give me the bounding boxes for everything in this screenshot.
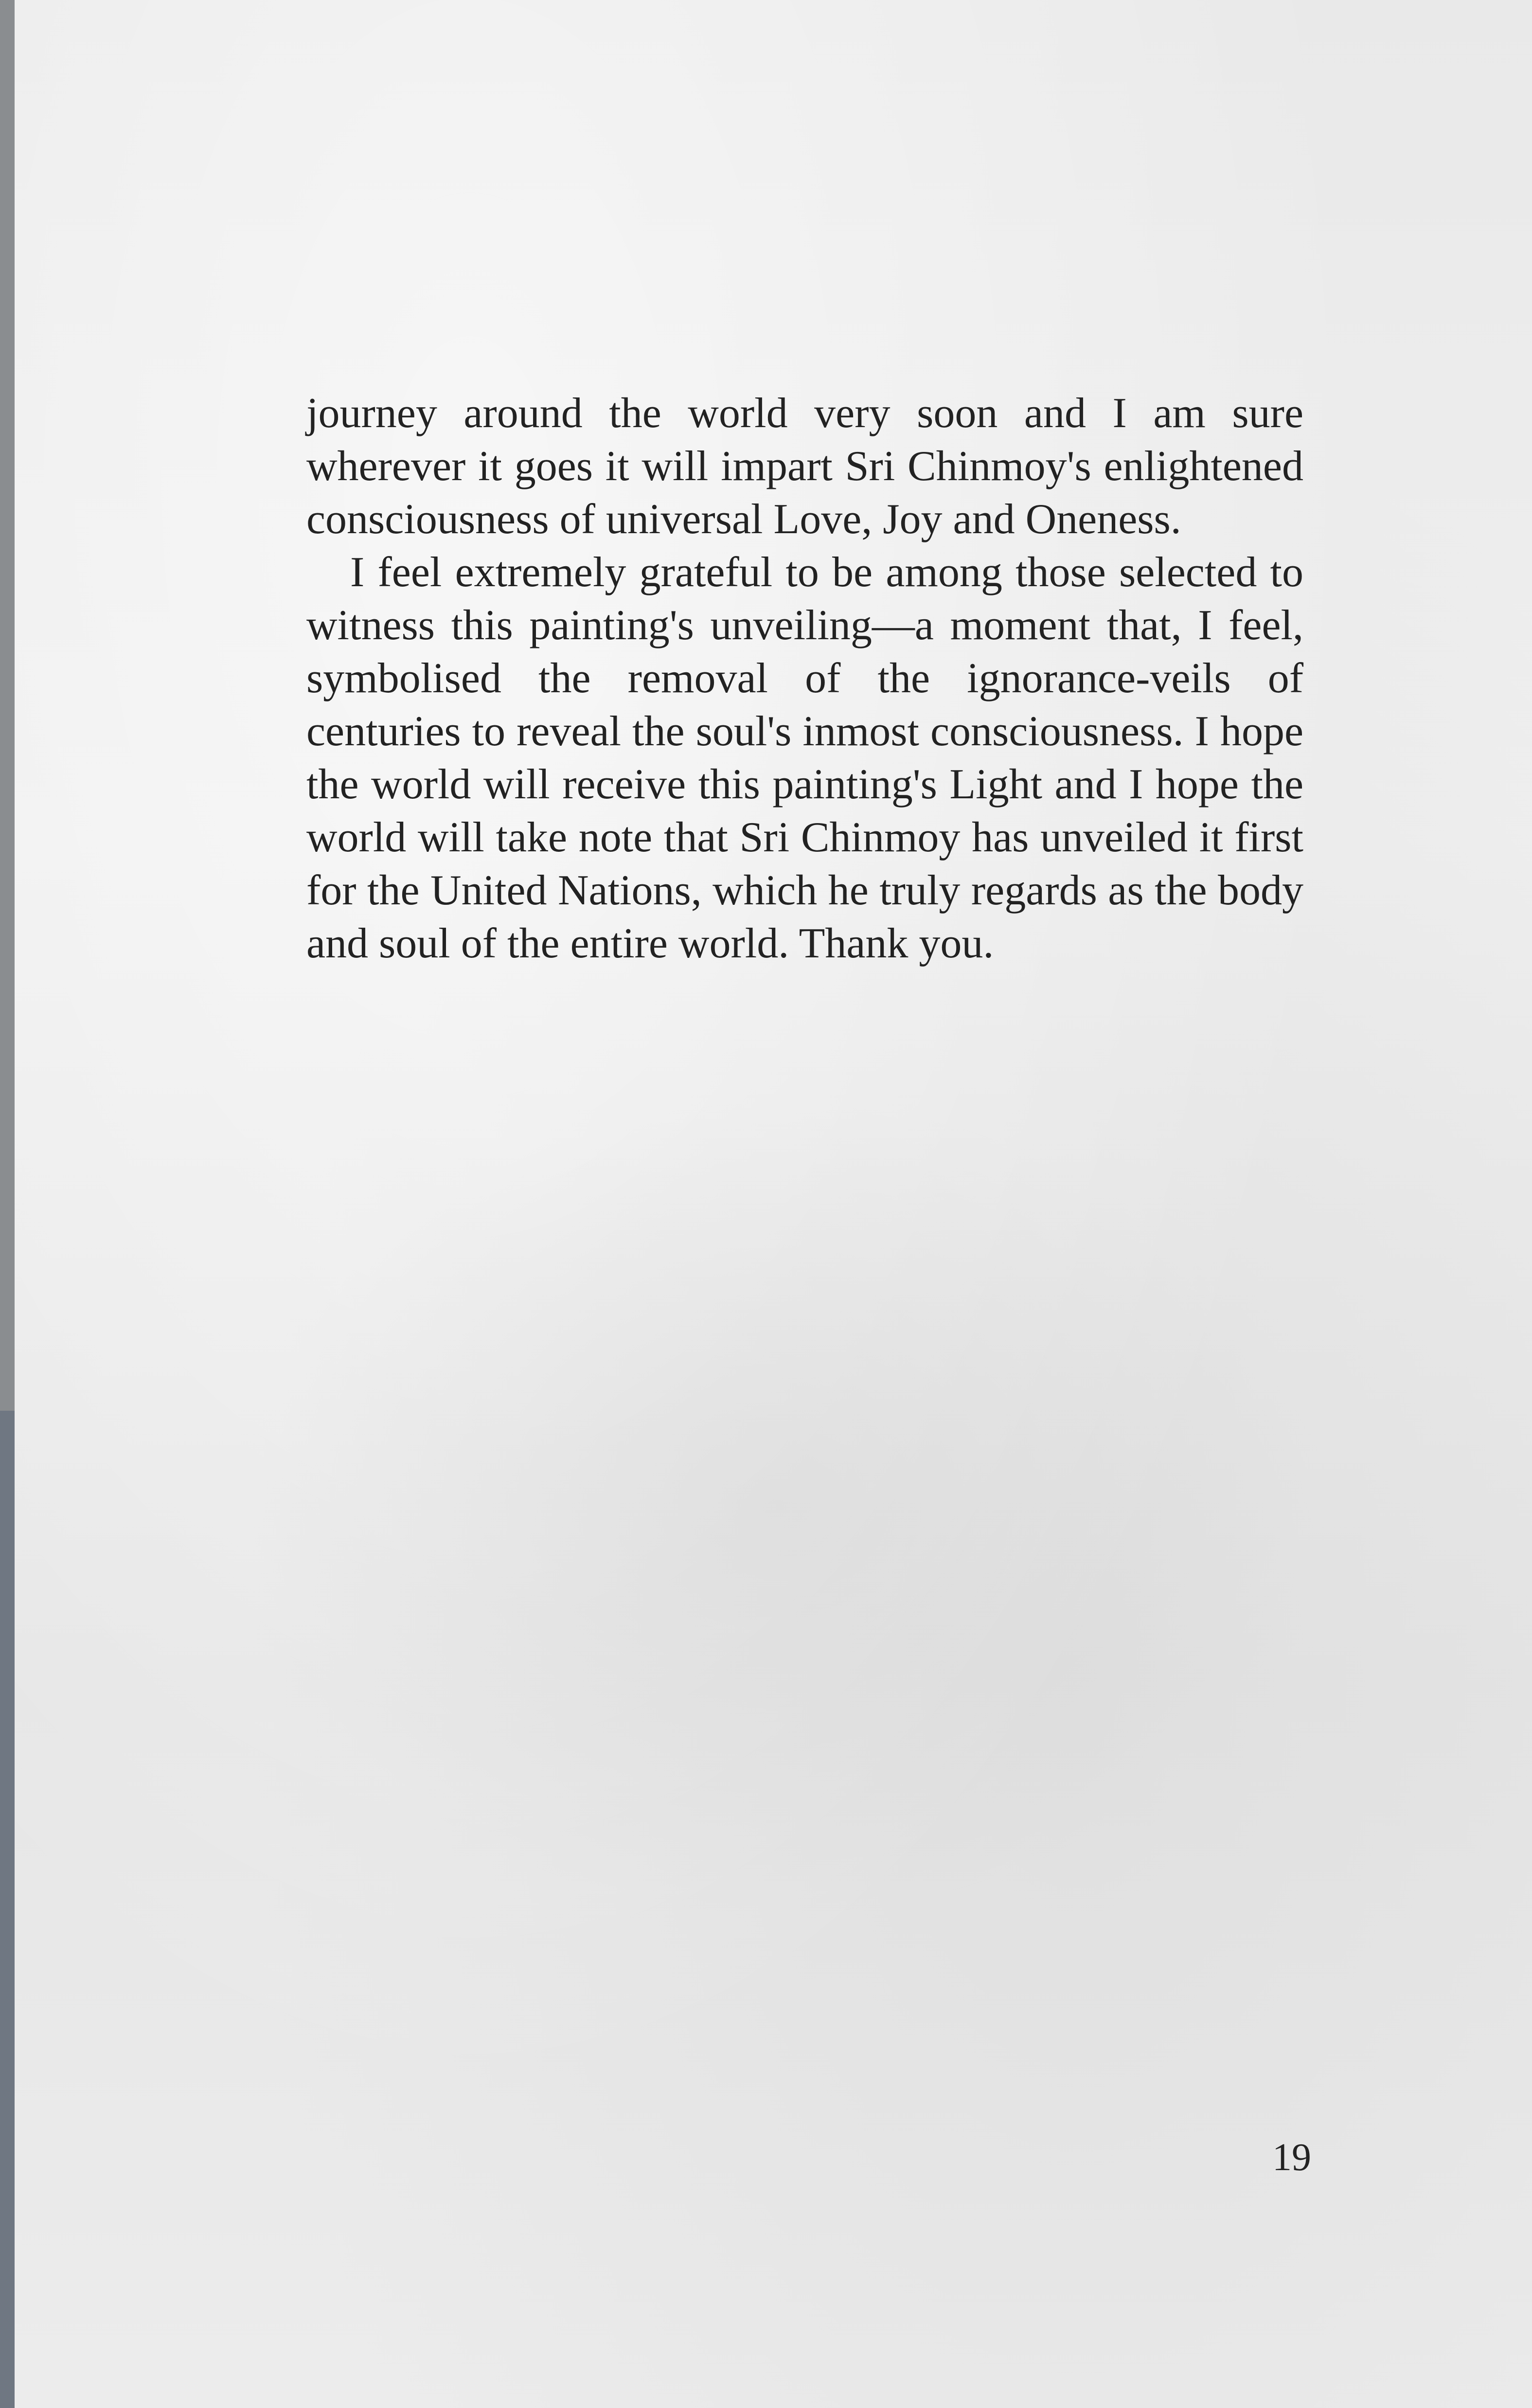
body-text	[306, 387, 1303, 970]
scan-border-left-lower	[0, 1411, 15, 2408]
scan-border-left	[0, 0, 15, 1411]
book-page	[15, 0, 1532, 2408]
page-number: 19	[1272, 2136, 1311, 2179]
paragraph-2: I feel extremely grateful to be among those selected to witness this painting's unveiling—a moment that, I feel, symbolised the removal of the ignorance-veils of centuries to reveal the soul's inmost consciousness. I hope the world will receive this painting's Light and I hope the world will take note that Sri Chinmoy has unveiled it first for the United Nations, which he truly regards as the body and soul of the entire world. Thank you.	[306, 549, 1303, 967]
paragraph-1: journey around the world very soon and I am sure wherever it goes it will impart Sri Chinmoy's enlightened consciousness of universal Love, Joy and Oneness.	[306, 390, 1303, 543]
